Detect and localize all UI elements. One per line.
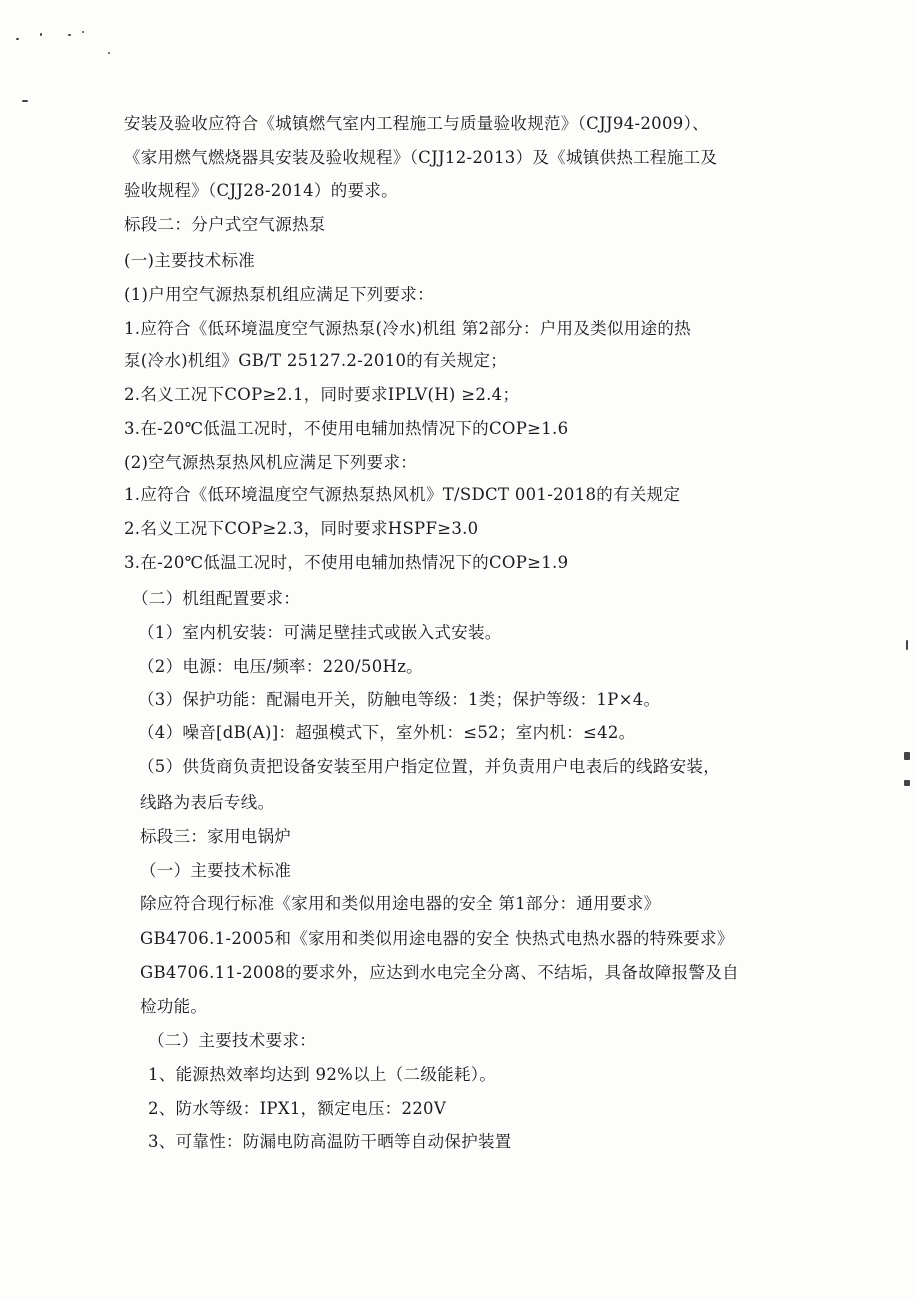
text-line: 1.应符合《低环境温度空气源热泵(冷水)机组 第2部分：户用及类似用途的热 [124, 319, 691, 338]
text-line: 泵(冷水)机组》GB/T 25127.2-2010的有关规定； [124, 351, 508, 370]
text-line: GB4706.1-2005和《家用和类似用途电器的安全 快热式电热水器的特殊要求》 [140, 929, 734, 948]
text-line: 《家用燃气燃烧器具安装及验收规程》（CJJ12-2013）及《城镇供热工程施工及 [124, 148, 718, 167]
scan-speck [82, 31, 84, 33]
section-heading: 标段三：家用电锅炉 [140, 827, 292, 846]
text-line: 3.在-20℃低温工况时，不使用电辅加热情况下的COP≥1.9 [124, 553, 569, 572]
subsection-heading: （一）主要技术标准 [140, 861, 292, 880]
text-line: 1、能源热效率均达到 92%以上（二级能耗）。 [148, 1065, 497, 1084]
text-line: （3）保护功能：配漏电开关，防触电等级：1类；保护等级：1P×4。 [138, 690, 661, 709]
text-line: （5）供货商负责把设备安装至用户指定位置，并负责用户电表后的线路安装， [138, 757, 720, 776]
scan-speck [40, 33, 42, 36]
subsection-heading: (一)主要技术标准 [124, 251, 256, 270]
subsection-heading: （二）机组配置要求： [132, 589, 300, 608]
text-line: 2.名义工况下COP≥2.3，同时要求HSPF≥3.0 [124, 519, 479, 538]
text-line: GB4706.11-2008的要求外，应达到水电完全分离、不结垢，具备故障报警及自 [140, 963, 739, 982]
text-line: 1.应符合《低环境温度空气源热泵热风机》T/SDCT 001-2018的有关规定 [124, 485, 681, 504]
text-line: 验收规程》（CJJ28-2014）的要求。 [124, 181, 398, 200]
scan-speck [22, 100, 28, 102]
text-line: 线路为表后专线。 [140, 793, 275, 812]
scan-speck [108, 52, 110, 54]
section-heading: 标段二：分户式空气源热泵 [124, 215, 326, 234]
text-line: 2.名义工况下COP≥2.1，同时要求IPLV(H) ≥2.4； [124, 385, 520, 404]
text-line: （2）电源：电压/频率：220/50Hz。 [138, 657, 423, 676]
text-line: 除应符合现行标准《家用和类似用途电器的安全 第1部分：通用要求》 [140, 894, 661, 913]
text-line: 3、可靠性：防漏电防高温防干晒等自动保护装置 [148, 1132, 512, 1151]
scan-speck [904, 752, 910, 760]
subsection-heading: （二）主要技术要求： [148, 1031, 316, 1050]
text-line: (2)空气源热泵热风机应满足下列要求： [124, 453, 418, 472]
scan-speck [68, 34, 71, 36]
scan-speck [16, 38, 19, 40]
text-line: 安装及验收应符合《城镇燃气室内工程施工与质量验收规范》（CJJ94-2009）、 [124, 114, 709, 133]
text-line: 检功能。 [140, 997, 208, 1016]
text-line: 3.在-20℃低温工况时，不使用电辅加热情况下的COP≥1.6 [124, 419, 569, 438]
text-line: （4）噪音[dB(A)]：超强模式下，室外机：≤52；室内机：≤42。 [138, 723, 636, 742]
text-line: 2、防水等级：IPX1，额定电压：220V [148, 1099, 447, 1118]
text-line: (1)户用空气源热泵机组应满足下列要求： [124, 285, 434, 304]
scan-speck [904, 780, 910, 786]
text-line: （1）室内机安装：可满足壁挂式或嵌入式安装。 [138, 623, 502, 642]
scan-speck [906, 640, 908, 650]
